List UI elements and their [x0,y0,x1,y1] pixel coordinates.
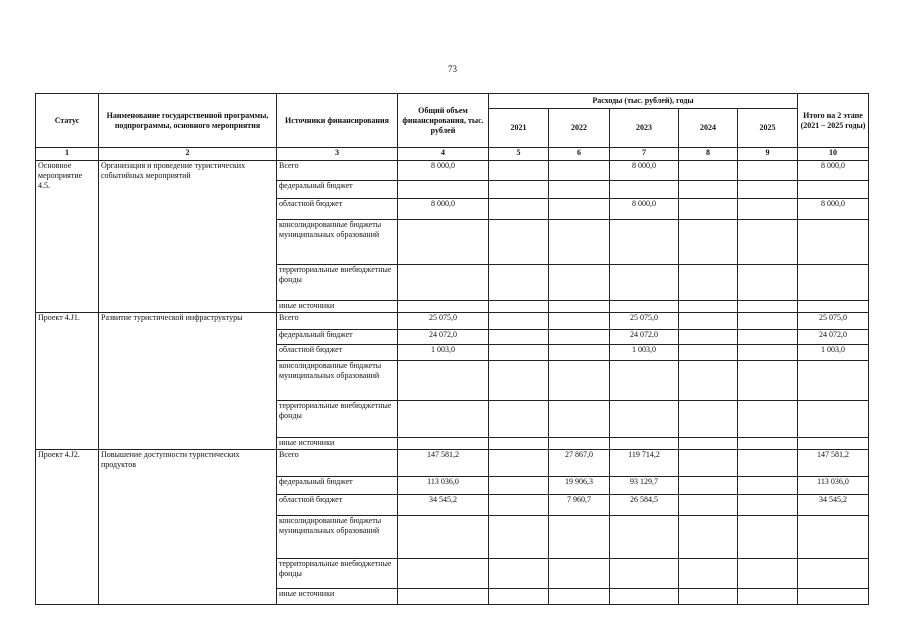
column-number: 10 [798,148,869,161]
stage-total-cell [798,559,869,589]
total-cell [398,301,489,313]
header-status: Статус [36,94,99,148]
year-2024-cell [679,477,738,495]
funding-source-cell: консолидированные бюджеты муниципальных образований [277,220,398,265]
year-2023-cell [610,401,679,438]
year-2024-cell [679,313,738,330]
year-2025-cell [738,559,798,589]
year-2024-cell [679,438,738,450]
year-2022-cell: 19 906,3 [549,477,610,495]
total-cell: 147 581,2 [398,450,489,477]
stage-total-cell [798,401,869,438]
header-stage-total: Итого на 2 этапе (2021 – 2025 годы) [798,94,869,148]
stage-total-cell: 34 545,2 [798,495,869,516]
year-2021-cell [489,495,549,516]
year-2024-cell [679,220,738,265]
table-row [36,450,869,477]
year-2022-cell [549,559,610,589]
column-number: 4 [398,148,489,161]
column-number-row [36,148,869,161]
total-cell [398,589,489,605]
funding-source-cell: иные источники [277,589,398,605]
year-2023-cell [610,361,679,401]
year-2024-cell [679,450,738,477]
year-2024-cell [679,265,738,301]
year-2021-cell [489,450,549,477]
funding-source-cell: Всего [277,450,398,477]
total-cell [398,438,489,450]
year-2023-cell [610,438,679,450]
year-2023-cell: 93 129,7 [610,477,679,495]
table-row [36,161,869,181]
stage-total-cell: 147 581,2 [798,450,869,477]
year-2022-cell [549,220,610,265]
year-2025-cell [738,516,798,559]
total-cell [398,265,489,301]
year-2021-cell [489,477,549,495]
column-number: 9 [738,148,798,161]
year-2021-cell [489,345,549,361]
year-2023-cell: 119 714,2 [610,450,679,477]
header-year-2025: 2025 [738,109,798,148]
total-cell [398,220,489,265]
stage-total-cell [798,361,869,401]
funding-source-cell: областной бюджет [277,345,398,361]
status-cell: Проект 4.J1. [36,313,99,450]
year-2025-cell [738,438,798,450]
year-2021-cell [489,330,549,345]
header-expenses: Расходы (тыс. рублей), годы [489,94,798,109]
column-number: 6 [549,148,610,161]
year-2025-cell [738,477,798,495]
year-2023-cell: 1 003,0 [610,345,679,361]
year-2025-cell [738,450,798,477]
funding-source-cell: консолидированные бюджеты муниципальных образований [277,361,398,401]
year-2024-cell [679,401,738,438]
year-2025-cell [738,161,798,181]
year-2021-cell [489,516,549,559]
year-2022-cell [549,401,610,438]
header-name: Наименование государственной программы, подпрограммы, основного мероприятия [99,94,277,148]
year-2025-cell [738,361,798,401]
year-2025-cell [738,589,798,605]
year-2025-cell [738,220,798,265]
year-2022-cell [549,438,610,450]
year-2025-cell [738,301,798,313]
funding-source-cell: областной бюджет [277,199,398,220]
year-2022-cell [549,161,610,181]
table-row [36,313,869,330]
total-cell [398,401,489,438]
year-2021-cell [489,161,549,181]
year-2025-cell [738,265,798,301]
year-2025-cell [738,495,798,516]
year-2024-cell [679,330,738,345]
column-number: 3 [277,148,398,161]
table-body [36,161,869,605]
year-2025-cell [738,330,798,345]
total-cell: 8 000,0 [398,199,489,220]
year-2025-cell [738,199,798,220]
year-2023-cell: 8 000,0 [610,161,679,181]
year-2021-cell [489,559,549,589]
status-cell: Проект 4.J2. [36,450,99,605]
funding-source-cell: иные источники [277,438,398,450]
stage-total-cell [798,438,869,450]
stage-total-cell [798,301,869,313]
year-2022-cell: 7 960,7 [549,495,610,516]
year-2023-cell [610,265,679,301]
stage-total-cell: 8 000,0 [798,161,869,181]
year-2023-cell: 25 075,0 [610,313,679,330]
year-2023-cell: 8 000,0 [610,199,679,220]
year-2021-cell [489,220,549,265]
funding-source-cell: консолидированные бюджеты муниципальных образований [277,516,398,559]
total-cell: 25 075,0 [398,313,489,330]
year-2023-cell [610,220,679,265]
financing-table [35,93,869,605]
event-name-cell: Развитие туристической инфраструктуры [99,313,277,450]
funding-source-cell: федеральный бюджет [277,181,398,199]
funding-source-cell: Всего [277,313,398,330]
total-cell: 34 545,2 [398,495,489,516]
header-total-volume: Общий объем финансирования, тыс. рублей [398,94,489,148]
year-2024-cell [679,301,738,313]
event-name-cell: Организация и проведение туристических событийных мероприятий [99,161,277,313]
total-cell: 24 072,0 [398,330,489,345]
year-2022-cell [549,345,610,361]
event-name-cell: Повышение доступности туристических продуктов [99,450,277,605]
column-number: 5 [489,148,549,161]
year-2022-cell [549,589,610,605]
total-cell [398,559,489,589]
year-2021-cell [489,589,549,605]
year-2024-cell [679,181,738,199]
year-2022-cell [549,330,610,345]
stage-total-cell: 8 000,0 [798,199,869,220]
year-2022-cell [549,181,610,199]
year-2023-cell [610,301,679,313]
year-2024-cell [679,589,738,605]
year-2022-cell [549,516,610,559]
year-2024-cell [679,559,738,589]
year-2025-cell [738,313,798,330]
total-cell [398,361,489,401]
funding-source-cell: иные источники [277,301,398,313]
stage-total-cell [798,220,869,265]
total-cell: 1 003,0 [398,345,489,361]
year-2023-cell: 26 584,5 [610,495,679,516]
year-2022-cell [549,301,610,313]
header-sources: Источники финансирования [277,94,398,148]
funding-source-cell: территориальные внебюджетные фонды [277,401,398,438]
year-2021-cell [489,313,549,330]
year-2022-cell [549,313,610,330]
funding-source-cell: Всего [277,161,398,181]
year-2021-cell [489,199,549,220]
year-2025-cell [738,181,798,199]
year-2021-cell [489,361,549,401]
stage-total-cell: 25 075,0 [798,313,869,330]
year-2024-cell [679,199,738,220]
total-cell [398,516,489,559]
total-cell: 8 000,0 [398,161,489,181]
year-2021-cell [489,401,549,438]
stage-total-cell: 113 036,0 [798,477,869,495]
header-year-2023: 2023 [610,109,679,148]
year-2022-cell [549,265,610,301]
year-2025-cell [738,345,798,361]
stage-total-cell [798,181,869,199]
column-number: 8 [679,148,738,161]
funding-source-cell: территориальные внебюджетные фонды [277,265,398,301]
funding-source-cell: федеральный бюджет [277,477,398,495]
funding-source-cell: территориальные внебюджетные фонды [277,559,398,589]
year-2024-cell [679,361,738,401]
year-2023-cell: 24 072,0 [610,330,679,345]
year-2024-cell [679,495,738,516]
year-2021-cell [489,265,549,301]
year-2023-cell [610,181,679,199]
year-2023-cell [610,589,679,605]
column-number: 2 [99,148,277,161]
year-2025-cell [738,401,798,438]
funding-source-cell: федеральный бюджет [277,330,398,345]
column-number: 7 [610,148,679,161]
year-2021-cell [489,301,549,313]
stage-total-cell [798,516,869,559]
year-2024-cell [679,516,738,559]
stage-total-cell: 1 003,0 [798,345,869,361]
year-2024-cell [679,161,738,181]
stage-total-cell [798,265,869,301]
total-cell [398,181,489,199]
header-year-2022: 2022 [549,109,610,148]
stage-total-cell: 24 072,0 [798,330,869,345]
total-cell: 113 036,0 [398,477,489,495]
page-number: 73 [448,64,457,74]
year-2021-cell [489,438,549,450]
column-number: 1 [36,148,99,161]
header-year-2024: 2024 [679,109,738,148]
year-2023-cell [610,516,679,559]
year-2023-cell [610,559,679,589]
stage-total-cell [798,589,869,605]
year-2024-cell [679,345,738,361]
year-2021-cell [489,181,549,199]
year-2022-cell [549,361,610,401]
header-year-2021: 2021 [489,109,549,148]
year-2022-cell: 27 867,0 [549,450,610,477]
year-2022-cell [549,199,610,220]
funding-source-cell: областной бюджет [277,495,398,516]
status-cell: Основное мероприятие 4.5. [36,161,99,313]
